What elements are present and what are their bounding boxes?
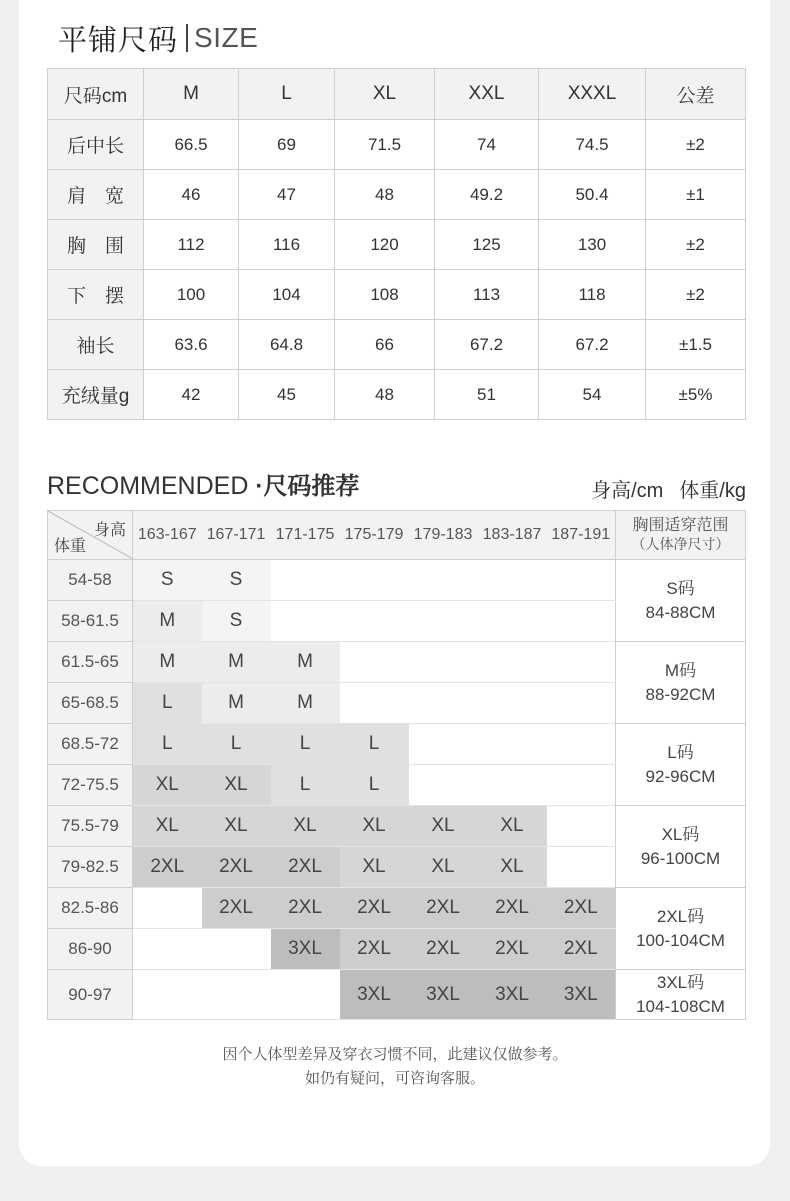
size-cell: 74: [435, 120, 539, 170]
size-cell: 42: [144, 370, 239, 420]
size-recommend-cell: [478, 765, 547, 806]
size-recommend-cell: 2XL: [547, 929, 616, 970]
size-cell: 67.2: [539, 320, 646, 370]
size-recommend-cell: 2XL: [547, 888, 616, 929]
size-cell: 50.4: [539, 170, 646, 220]
size-cell: 63.6: [144, 320, 239, 370]
footer-note: [0, 1043, 790, 1091]
recommend-title: [47, 466, 359, 501]
weight-cell: 75.5-79: [48, 806, 133, 847]
recommend-units: [591, 474, 746, 503]
size-row: [48, 320, 746, 370]
size-recommend-cell: [409, 601, 478, 642]
size-recommend-cell: L: [340, 765, 409, 806]
size-recommend-cell: [547, 806, 616, 847]
size-cell: 51: [435, 370, 539, 420]
size-row-label: 胸 围: [48, 220, 144, 270]
size-recommend-cell: L: [271, 724, 340, 765]
size-recommend-cell: L: [133, 683, 202, 724]
size-cell: 69: [239, 120, 335, 170]
size-recommend-cell: 2XL: [409, 888, 478, 929]
size-cell: 49.2: [435, 170, 539, 220]
size-row: [48, 120, 746, 170]
weight-cell: 61.5-65: [48, 642, 133, 683]
title-divider: [186, 24, 188, 52]
size-recommend-cell: L: [271, 765, 340, 806]
size-row-label: 肩 宽: [48, 170, 144, 220]
size-cell: ±2: [646, 220, 746, 270]
size-recommend-cell: [478, 601, 547, 642]
recommend-table: [47, 510, 746, 1020]
size-recommend-cell: XL: [340, 847, 409, 888]
size-recommend-cell: [202, 929, 271, 970]
recommend-row: [48, 888, 746, 929]
size-header-cell: XXXL: [539, 69, 646, 120]
weight-cell: 79-82.5: [48, 847, 133, 888]
size-title-en: SIZE: [194, 22, 259, 53]
size-row: [48, 370, 746, 420]
size-recommend-cell: S: [202, 601, 271, 642]
size-recommend-cell: XL: [409, 806, 478, 847]
size-recommend-cell: [409, 560, 478, 601]
size-cell: 108: [335, 270, 435, 320]
size-recommend-cell: 2XL: [271, 847, 340, 888]
size-cell: 46: [144, 170, 239, 220]
weight-cell: 54-58: [48, 560, 133, 601]
size-cell: 66: [335, 320, 435, 370]
size-recommend-cell: 2XL: [478, 929, 547, 970]
size-cell: 104: [239, 270, 335, 320]
size-recommend-cell: [340, 683, 409, 724]
chest-size-label: 2XL码: [656, 906, 705, 926]
size-recommend-cell: XL: [409, 847, 478, 888]
size-recommend-cell: [547, 560, 616, 601]
size-recommend-cell: [133, 970, 202, 1020]
size-cell: 74.5: [539, 120, 646, 170]
weight-cell: 90-97: [48, 970, 133, 1020]
size-recommend-cell: 2XL: [340, 888, 409, 929]
size-recommend-cell: [547, 847, 616, 888]
size-recommend-cell: 3XL: [340, 970, 409, 1020]
size-recommend-cell: [547, 765, 616, 806]
size-recommend-cell: XL: [478, 806, 547, 847]
size-recommend-cell: [547, 642, 616, 683]
size-cell: 54: [539, 370, 646, 420]
chest-header-line-1: 胸围适穿范围: [632, 517, 729, 534]
size-recommend-cell: [478, 642, 547, 683]
size-header-row: [48, 69, 746, 120]
size-cell: ±1.5: [646, 320, 746, 370]
size-recommend-cell: [409, 642, 478, 683]
size-recommend-cell: M: [202, 642, 271, 683]
recommend-title-cn: ·尺码推荐: [255, 473, 360, 500]
corner-height-label: 身高: [93, 522, 126, 539]
chest-range-cell: [616, 970, 746, 1020]
size-recommend-cell: XL: [478, 847, 547, 888]
size-cell: 112: [144, 220, 239, 270]
chest-size-label: S码: [666, 578, 695, 598]
chest-size-label: XL码: [661, 824, 700, 844]
size-recommend-cell: [202, 970, 271, 1020]
chest-range-cell: [616, 888, 746, 970]
size-recommend-cell: [271, 560, 340, 601]
size-recommend-cell: [340, 560, 409, 601]
size-recommend-cell: L: [202, 724, 271, 765]
chest-range-value: 100-104CM: [636, 930, 725, 950]
size-cell: 120: [335, 220, 435, 270]
size-recommend-cell: [340, 601, 409, 642]
size-recommend-cell: 2XL: [478, 888, 547, 929]
size-cell: 130: [539, 220, 646, 270]
footer-line-1: 因个人体型差异及穿衣习惯不同，此建议仅做参考。: [222, 1046, 568, 1063]
size-recommend-cell: 3XL: [409, 970, 478, 1020]
size-row: [48, 220, 746, 270]
recommend-row: [48, 806, 746, 847]
size-recommend-cell: S: [202, 560, 271, 601]
size-recommend-cell: [478, 683, 547, 724]
size-recommend-cell: 2XL: [202, 888, 271, 929]
size-row-label: 充绒量g: [48, 370, 144, 420]
recommend-row: [48, 560, 746, 601]
size-recommend-cell: 2XL: [202, 847, 271, 888]
unit-height: 身高/cm: [591, 480, 664, 502]
size-recommend-cell: [409, 765, 478, 806]
height-header-cell: 167-171: [202, 511, 271, 560]
chest-range-cell: [616, 724, 746, 806]
footer-line-2: 如仍有疑问，可咨询客服。: [304, 1070, 485, 1087]
size-cell: ±1: [646, 170, 746, 220]
size-recommend-cell: [271, 970, 340, 1020]
weight-cell: 65-68.5: [48, 683, 133, 724]
size-cell: 125: [435, 220, 539, 270]
chest-range-value: 104-108CM: [636, 996, 725, 1016]
height-header-cell: 175-179: [340, 511, 409, 560]
height-header-cell: 163-167: [133, 511, 202, 560]
size-recommend-cell: [409, 683, 478, 724]
size-row: [48, 270, 746, 320]
weight-cell: 58-61.5: [48, 601, 133, 642]
chest-range-value: 84-88CM: [645, 602, 716, 622]
chest-range-cell: [616, 642, 746, 724]
size-recommend-cell: L: [340, 724, 409, 765]
size-recommend-cell: XL: [271, 806, 340, 847]
size-recommend-cell: L: [133, 724, 202, 765]
size-title: [58, 16, 258, 60]
chest-size-label: 3XL码: [656, 972, 705, 992]
size-recommend-cell: 3XL: [478, 970, 547, 1020]
size-recommend-cell: XL: [202, 765, 271, 806]
size-row: [48, 170, 746, 220]
size-cell: 48: [335, 370, 435, 420]
size-header-cell: XXL: [435, 69, 539, 120]
size-cell: 118: [539, 270, 646, 320]
height-header-cell: 171-175: [271, 511, 340, 560]
size-header-cell: XL: [335, 69, 435, 120]
size-recommend-cell: [340, 642, 409, 683]
size-cell: ±2: [646, 270, 746, 320]
size-table: [47, 68, 746, 420]
size-recommend-cell: 2XL: [133, 847, 202, 888]
size-recommend-cell: [478, 560, 547, 601]
size-recommend-cell: S: [133, 560, 202, 601]
height-header-cell: 187-191: [547, 511, 616, 560]
size-cell: 100: [144, 270, 239, 320]
chest-range-value: 92-96CM: [645, 766, 716, 786]
size-recommend-cell: [409, 724, 478, 765]
corner-weight-label: 体重: [54, 538, 87, 555]
chest-size-label: M码: [664, 660, 697, 680]
size-cell: 47: [239, 170, 335, 220]
chest-range-cell: [616, 806, 746, 888]
size-recommend-cell: [547, 683, 616, 724]
size-cell: ±5%: [646, 370, 746, 420]
size-recommend-cell: XL: [133, 806, 202, 847]
size-recommend-cell: 3XL: [271, 929, 340, 970]
size-cell: 66.5: [144, 120, 239, 170]
size-cell: ±2: [646, 120, 746, 170]
size-cell: 71.5: [335, 120, 435, 170]
recommend-title-en: RECOMMENDED: [47, 472, 249, 500]
size-recommend-cell: 2XL: [271, 888, 340, 929]
weight-cell: 68.5-72: [48, 724, 133, 765]
size-recommend-cell: M: [133, 642, 202, 683]
size-recommend-cell: [133, 929, 202, 970]
recommend-row: [48, 724, 746, 765]
corner-cell: [48, 511, 133, 560]
height-header-cell: 179-183: [409, 511, 478, 560]
height-header-cell: 183-187: [478, 511, 547, 560]
size-header-cell: 公差: [646, 69, 746, 120]
size-recommend-cell: [547, 724, 616, 765]
weight-cell: 86-90: [48, 929, 133, 970]
size-title-cn: 平铺尺码: [58, 24, 179, 57]
chest-range-cell: [616, 560, 746, 642]
size-header-cell: 尺码cm: [48, 69, 144, 120]
size-recommend-cell: 2XL: [340, 929, 409, 970]
size-cell: 116: [239, 220, 335, 270]
chest-size-label: L码: [667, 742, 694, 762]
size-cell: 45: [239, 370, 335, 420]
unit-weight: 体重/kg: [679, 480, 746, 502]
size-header-cell: L: [239, 69, 335, 120]
weight-cell: 72-75.5: [48, 765, 133, 806]
weight-cell: 82.5-86: [48, 888, 133, 929]
size-cell: 67.2: [435, 320, 539, 370]
size-recommend-cell: [478, 724, 547, 765]
size-cell: 113: [435, 270, 539, 320]
size-recommend-cell: 3XL: [547, 970, 616, 1020]
size-recommend-cell: M: [271, 683, 340, 724]
size-recommend-cell: [271, 601, 340, 642]
chest-header-line-2: （人体净尺寸）: [631, 536, 730, 552]
size-recommend-cell: XL: [202, 806, 271, 847]
size-recommend-cell: [133, 888, 202, 929]
size-recommend-cell: M: [202, 683, 271, 724]
chest-range-value: 88-92CM: [645, 684, 716, 704]
recommend-header-row: [48, 511, 746, 560]
size-recommend-cell: [547, 601, 616, 642]
recommend-row: [48, 642, 746, 683]
size-row-label: 袖长: [48, 320, 144, 370]
size-recommend-cell: XL: [340, 806, 409, 847]
size-row-label: 下 摆: [48, 270, 144, 320]
chest-range-value: 96-100CM: [640, 848, 721, 868]
size-recommend-cell: XL: [133, 765, 202, 806]
size-recommend-cell: M: [271, 642, 340, 683]
size-header-cell: M: [144, 69, 239, 120]
chest-header-cell: [616, 511, 746, 560]
recommend-row: [48, 970, 746, 1020]
size-cell: 48: [335, 170, 435, 220]
size-cell: 64.8: [239, 320, 335, 370]
size-recommend-cell: 2XL: [409, 929, 478, 970]
size-row-label: 后中长: [48, 120, 144, 170]
size-recommend-cell: M: [133, 601, 202, 642]
